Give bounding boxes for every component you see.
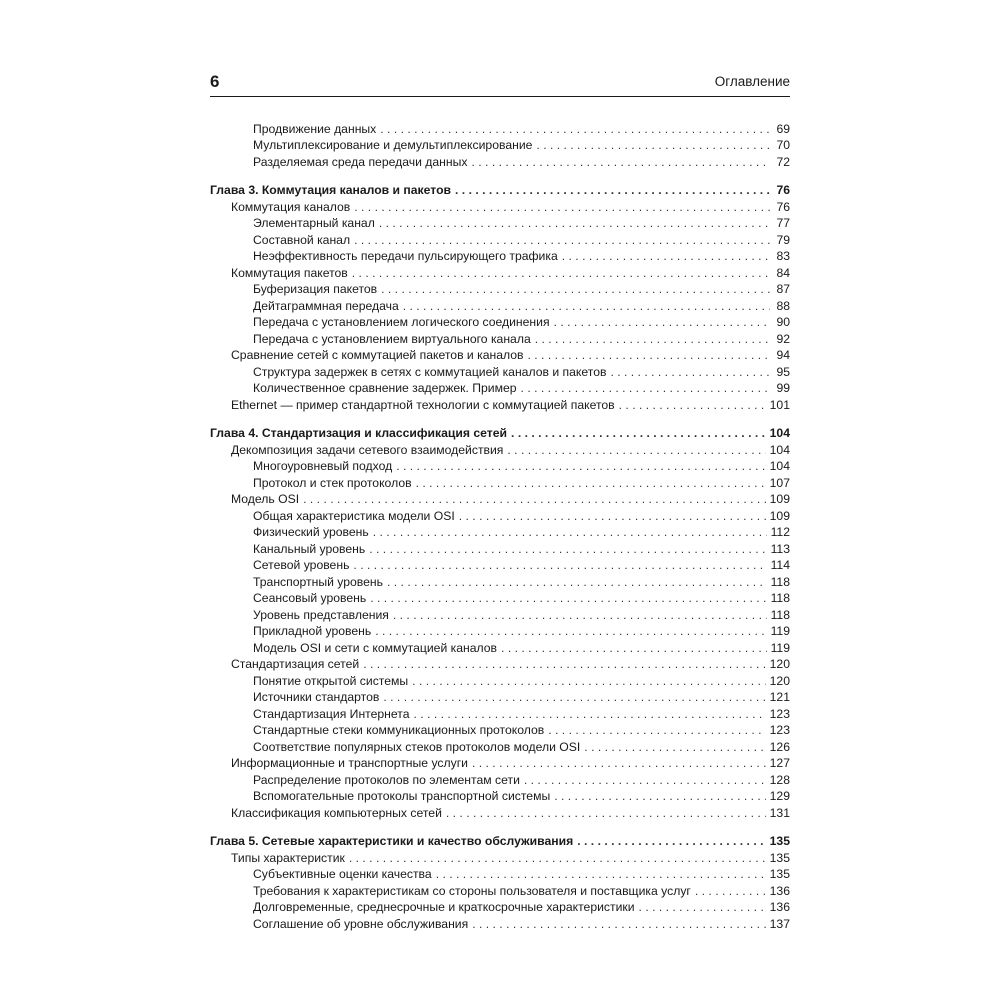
dot-leader bbox=[381, 282, 770, 296]
toc-entry-title: Транспортный уровень bbox=[253, 574, 384, 589]
toc-entry bbox=[210, 506, 790, 523]
toc-entry-title: Глава 3. Коммутация каналов и пакетов bbox=[210, 183, 452, 197]
toc-page-number: 121 bbox=[769, 690, 790, 704]
dot-leader bbox=[396, 459, 765, 473]
toc-page-number: 120 bbox=[769, 657, 790, 671]
toc-entry-title: Разделяемая среда передачи данных bbox=[253, 154, 468, 169]
toc-entry-title: Коммутация каналов bbox=[231, 199, 351, 214]
toc-chapter-entry bbox=[210, 181, 790, 198]
dot-leader bbox=[393, 608, 767, 622]
toc-entry bbox=[210, 197, 790, 214]
toc-entry bbox=[210, 881, 790, 898]
toc-page-number: 126 bbox=[769, 739, 790, 754]
toc-page-number: 84 bbox=[776, 265, 790, 280]
toc-entry-title: Модель OSI bbox=[231, 492, 300, 506]
toc-entry bbox=[210, 622, 790, 639]
toc-page-number: 70 bbox=[776, 138, 790, 152]
toc-entry bbox=[210, 296, 790, 313]
toc-entry-title: Стандартизация сетей bbox=[231, 657, 360, 671]
toc-entry bbox=[210, 523, 790, 540]
toc-page-number: 101 bbox=[769, 397, 790, 412]
toc-entry-title: Распределение протоколов по элементам сети bbox=[253, 772, 520, 787]
dot-leader bbox=[548, 723, 765, 737]
toc-entry bbox=[210, 119, 790, 136]
toc-entry-title: Коммутация пакетов bbox=[231, 265, 348, 280]
dot-leader bbox=[610, 365, 770, 379]
toc-page-number: 135 bbox=[769, 867, 790, 881]
toc-page-number: 88 bbox=[776, 298, 790, 313]
toc-entry bbox=[210, 247, 790, 264]
toc-entry-title: Структура задержек в сетях с коммутацией каналов и пакетов bbox=[253, 364, 607, 379]
toc-entry-title: Долговременные, среднесрочные и краткосрочные характеристики bbox=[253, 900, 635, 914]
toc-page-number: 76 bbox=[776, 199, 790, 214]
dot-leader bbox=[695, 884, 766, 898]
toc-entry bbox=[210, 671, 790, 688]
toc-entry bbox=[210, 688, 790, 705]
dot-leader bbox=[472, 917, 765, 931]
toc-entry bbox=[210, 787, 790, 804]
toc-page-number: 123 bbox=[769, 723, 790, 737]
toc-entry bbox=[210, 803, 790, 820]
toc-entry bbox=[210, 605, 790, 622]
toc-entry-title: Требования к характеристикам со стороны пользователя и поставщика услуг bbox=[253, 883, 691, 898]
toc-entry-title: Классификация компьютерных сетей bbox=[231, 805, 442, 820]
toc-entry bbox=[210, 329, 790, 346]
toc-page-number: 107 bbox=[769, 475, 790, 490]
toc-page-number: 127 bbox=[769, 756, 790, 770]
toc-entry-title: Модель OSI и сети с коммутацией каналов bbox=[253, 640, 498, 655]
toc-entry bbox=[210, 379, 790, 396]
toc-entry-title: Протокол и стек протоколов bbox=[253, 475, 412, 490]
toc-page-number: 137 bbox=[769, 916, 790, 931]
toc-entry bbox=[210, 280, 790, 297]
toc-entry bbox=[210, 898, 790, 915]
toc-entry-title: Передача с установлением виртуального канала bbox=[253, 331, 531, 346]
page-number: 6 bbox=[210, 72, 220, 91]
toc-entry bbox=[210, 721, 790, 738]
toc-page-number: 123 bbox=[769, 706, 790, 721]
toc-entry bbox=[210, 770, 790, 787]
toc-entry-title: Субъективные оценки качества bbox=[253, 867, 432, 881]
toc-entry bbox=[210, 704, 790, 721]
toc-entry bbox=[210, 638, 790, 655]
toc-entry-title: Вспомогательные протоколы транспортной системы bbox=[253, 789, 551, 803]
toc-entry-title: Продвижение данных bbox=[253, 121, 377, 136]
toc-page-number: 79 bbox=[776, 232, 790, 247]
dot-leader bbox=[436, 867, 766, 881]
dot-leader bbox=[354, 233, 770, 247]
toc-entry bbox=[210, 914, 790, 931]
toc-page-number: 104 bbox=[769, 459, 790, 473]
toc-page-number: 118 bbox=[770, 574, 790, 589]
toc-entry bbox=[210, 490, 790, 507]
dot-leader bbox=[521, 381, 770, 395]
dot-leader bbox=[528, 348, 770, 362]
toc-page-number: 109 bbox=[769, 508, 790, 523]
toc-page-number: 104 bbox=[769, 426, 790, 440]
toc-entry bbox=[210, 263, 790, 280]
dot-leader bbox=[379, 216, 770, 230]
dot-leader bbox=[554, 789, 765, 803]
toc-entry-title: Физический уровень bbox=[253, 525, 369, 539]
toc-entry-title: Понятие открытой системы bbox=[253, 673, 409, 688]
toc-entry bbox=[210, 440, 790, 457]
toc-entry bbox=[210, 473, 790, 490]
toc-entry-title: Канальный уровень bbox=[253, 541, 366, 556]
toc-entry-title: Соответствие популярных стеков протоколов модели OSI bbox=[253, 739, 581, 754]
toc-page-number: 119 bbox=[770, 640, 790, 655]
toc-page-number: 112 bbox=[770, 525, 790, 539]
toc-page-number: 129 bbox=[769, 789, 790, 803]
dot-leader bbox=[524, 773, 766, 787]
toc-entry bbox=[210, 395, 790, 412]
toc-entry-title: Информационные и транспортные услуги bbox=[231, 756, 468, 770]
toc-page-number: 120 bbox=[769, 673, 790, 688]
toc-entry bbox=[210, 539, 790, 556]
toc-page-number: 114 bbox=[770, 558, 790, 572]
toc-page-number: 92 bbox=[776, 331, 790, 346]
toc-entry-title: Стандартизация Интернета bbox=[253, 706, 410, 721]
dot-leader bbox=[619, 398, 766, 412]
dot-leader bbox=[403, 299, 770, 313]
dot-leader bbox=[507, 443, 765, 457]
dot-leader bbox=[577, 834, 765, 848]
toc-page-number: 118 bbox=[770, 607, 790, 622]
toc-page-number: 136 bbox=[769, 883, 790, 898]
dot-leader bbox=[349, 851, 766, 865]
toc-entry-title: Уровень представления bbox=[253, 607, 389, 622]
toc-entry bbox=[210, 865, 790, 882]
toc-entry-title: Составной канал bbox=[253, 232, 351, 247]
dot-leader bbox=[446, 806, 766, 820]
toc-entry-title: Мультиплексирование и демультиплексирование bbox=[253, 138, 533, 152]
toc-entry-title: Неэффективность передачи пульсирующего трафика bbox=[253, 249, 558, 263]
toc-page-number: 135 bbox=[769, 834, 790, 848]
dot-leader bbox=[535, 332, 770, 346]
toc-entry bbox=[210, 754, 790, 771]
dot-leader bbox=[501, 641, 767, 655]
dot-leader bbox=[369, 542, 766, 556]
dot-leader bbox=[354, 200, 770, 214]
toc-entry bbox=[210, 655, 790, 672]
toc-entry bbox=[210, 362, 790, 379]
dot-leader bbox=[536, 138, 770, 152]
toc-entry-title: Типы характеристик bbox=[231, 850, 345, 865]
dot-leader bbox=[363, 657, 765, 671]
toc-page-number: 69 bbox=[776, 121, 790, 136]
toc-page-number: 131 bbox=[769, 805, 790, 820]
toc-entry bbox=[210, 136, 790, 153]
toc-entry-title: Источники стандартов bbox=[253, 690, 380, 704]
toc-entry-title: Количественное сравнение задержек. Пример bbox=[253, 381, 517, 395]
page-header bbox=[210, 70, 790, 97]
dot-leader bbox=[375, 624, 766, 638]
dot-leader bbox=[416, 476, 766, 490]
dot-leader bbox=[472, 756, 766, 770]
toc-page-number: 87 bbox=[776, 282, 790, 296]
toc-entry-title: Глава 4. Стандартизация и классификация сетей bbox=[210, 426, 508, 440]
toc-page-number: 76 bbox=[776, 183, 790, 197]
dot-leader bbox=[387, 575, 767, 589]
toc-page-number: 77 bbox=[776, 216, 790, 230]
toc-entry bbox=[210, 346, 790, 363]
dot-leader bbox=[303, 492, 766, 506]
toc-entry bbox=[210, 556, 790, 573]
toc-entry-title: Стандартные стеки коммуникационных протоколов bbox=[253, 723, 545, 737]
dot-leader bbox=[455, 183, 770, 197]
toc-entry bbox=[210, 230, 790, 247]
toc-entry-title: Элементарный канал bbox=[253, 216, 375, 230]
toc-page-number: 136 bbox=[769, 900, 790, 914]
toc-entry bbox=[210, 457, 790, 474]
toc-page-number: 109 bbox=[769, 492, 790, 506]
table-of-contents bbox=[210, 119, 790, 931]
toc-page-number: 113 bbox=[770, 541, 790, 556]
toc-page-number: 135 bbox=[769, 850, 790, 865]
toc-entry-title: Буферизация пакетов bbox=[253, 282, 378, 296]
toc-entry-title: Общая характеристика модели OSI bbox=[253, 508, 455, 523]
toc-entry-title: Сравнение сетей с коммутацией пакетов и каналов bbox=[231, 348, 524, 362]
toc-entry-title: Дейтаграммная передача bbox=[253, 298, 399, 313]
toc-page-number: 119 bbox=[770, 624, 790, 638]
dot-leader bbox=[584, 740, 765, 754]
toc-entry-title: Глава 5. Сетевые характеристики и качество обслуживания bbox=[210, 834, 574, 848]
toc-entry-title: Многоуровневый подход bbox=[253, 459, 393, 473]
dot-leader bbox=[412, 674, 765, 688]
toc-entry bbox=[210, 848, 790, 865]
toc-entry-title: Сеансовый уровень bbox=[253, 591, 367, 605]
dot-leader bbox=[472, 155, 771, 169]
dot-leader bbox=[459, 509, 766, 523]
dot-leader bbox=[373, 525, 767, 539]
toc-entry bbox=[210, 589, 790, 606]
toc-page-number: 104 bbox=[769, 442, 790, 457]
toc-entry bbox=[210, 152, 790, 169]
toc-page-number: 94 bbox=[776, 348, 790, 362]
toc-chapter-entry bbox=[210, 424, 790, 441]
toc-page-number: 128 bbox=[769, 772, 790, 787]
toc-entry-title: Соглашение об уровне обслуживания bbox=[253, 916, 469, 931]
dot-leader bbox=[383, 690, 765, 704]
toc-entry-title: Сетевой уровень bbox=[253, 558, 350, 572]
dot-leader bbox=[562, 249, 770, 263]
toc-page-number: 83 bbox=[776, 249, 790, 263]
toc-entry bbox=[210, 737, 790, 754]
toc-chapter-entry bbox=[210, 832, 790, 849]
dot-leader bbox=[352, 266, 770, 280]
toc-entry bbox=[210, 313, 790, 330]
toc-page-number: 95 bbox=[776, 364, 790, 379]
running-title: Оглавление bbox=[714, 74, 790, 89]
dot-leader bbox=[639, 900, 766, 914]
toc-entry-title: Ethernet — пример стандартной технологии с коммутацией пакетов bbox=[231, 397, 615, 412]
toc-entry bbox=[210, 572, 790, 589]
toc-entry-title: Декомпозиция задачи сетевого взаимодействия bbox=[231, 442, 504, 457]
dot-leader bbox=[370, 591, 766, 605]
toc-page-number: 118 bbox=[770, 591, 790, 605]
dot-leader bbox=[380, 122, 770, 136]
toc-page-number: 99 bbox=[776, 381, 790, 395]
dot-leader bbox=[554, 315, 770, 329]
toc-entry-title: Передача с установлением логического соединения bbox=[253, 315, 550, 329]
dot-leader bbox=[353, 558, 766, 572]
dot-leader bbox=[414, 707, 766, 721]
toc-entry-title: Прикладной уровень bbox=[253, 624, 372, 638]
toc-page-number: 72 bbox=[776, 154, 790, 169]
dot-leader bbox=[511, 426, 766, 440]
toc-page-number: 90 bbox=[776, 315, 790, 329]
toc-entry bbox=[210, 214, 790, 231]
